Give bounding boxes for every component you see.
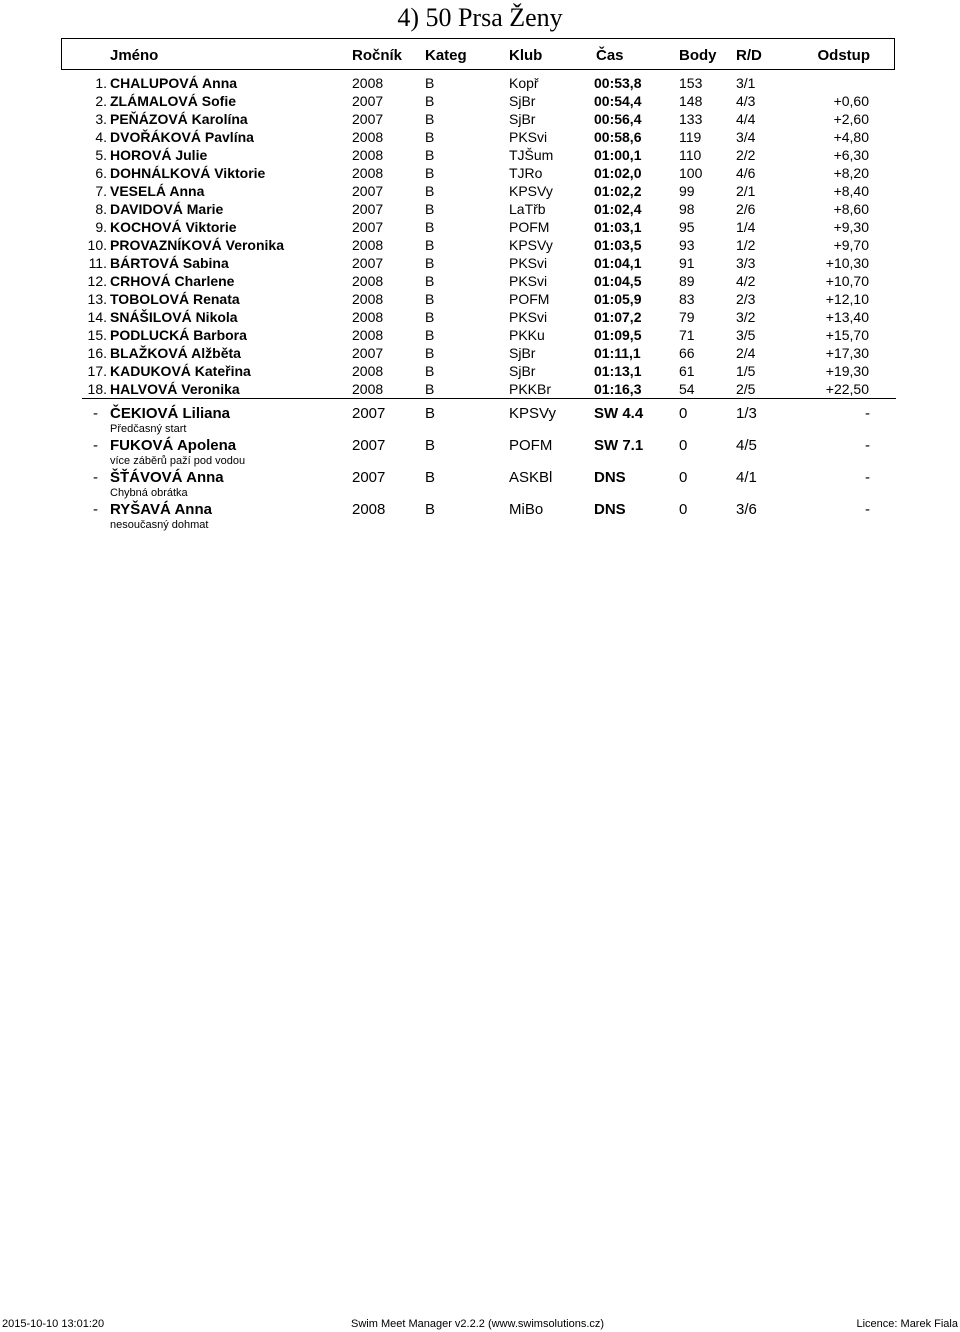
gap-cell: - [865,405,870,422]
rank-cell: 5. [95,147,107,163]
club-cell: KPSVy [509,183,553,199]
club-cell: PKKBr [509,381,552,397]
gap-cell: +6,30 [833,147,869,163]
name-cell: DAVIDOVÁ Marie [110,201,224,217]
year-cell: 2007 [352,437,386,454]
heat-lane-cell: 3/1 [736,75,756,91]
name-cell: PROVAZNÍKOVÁ Veronika [110,237,285,253]
name-cell: PEŇÁZOVÁ Karolína [110,111,248,127]
category-cell: B [425,345,435,361]
year-cell: 2008 [352,381,384,397]
name-cell: HALVOVÁ Veronika [110,381,240,397]
gap-cell: +8,60 [833,201,869,217]
club-cell: SjBr [509,93,536,109]
points-cell: 79 [679,309,695,325]
category-cell: B [425,381,435,397]
rank-cell: 9. [95,219,107,235]
heat-lane-cell: 4/6 [736,165,756,181]
year-cell: 2008 [352,309,384,325]
category-cell: B [425,363,435,379]
name-cell: CHALUPOVÁ Anna [110,75,238,91]
rank-cell: 6. [95,165,107,181]
disqualification-reason: nesoučasný dohmat [110,519,209,531]
rank-cell: 17. [87,363,107,379]
year-cell: 2007 [352,183,384,199]
footer-timestamp: 2015-10-10 13:01:20 [2,1318,105,1330]
points-cell: 119 [679,129,702,145]
time-cell: 01:00,1 [594,147,642,163]
year-cell: 2007 [352,111,384,127]
disqualified-row [0,500,960,520]
club-cell: KPSVy [509,405,556,422]
gap-cell: +0,60 [833,93,869,109]
name-cell: ČEKIOVÁ Liliana [110,405,231,422]
gap-cell: +10,70 [825,273,869,289]
heat-lane-cell: 4/5 [736,437,757,454]
year-cell: 2007 [352,201,384,217]
year-cell: 2008 [352,291,384,307]
footer-software: Swim Meet Manager v2.2.2 (www.swimsolutions.cz) [351,1318,605,1330]
header-time: Čas [596,47,624,64]
rank-cell: 1. [95,75,107,91]
category-cell: B [425,129,435,145]
time-cell: SW 4.4 [594,405,644,422]
table-row [0,344,960,362]
header-heat-lane: R/D [736,47,762,64]
table-row [0,254,960,272]
points-cell: 99 [679,183,695,199]
gap-cell: - [865,501,870,518]
heat-lane-cell: 2/5 [736,381,756,397]
year-cell: 2007 [352,219,384,235]
heat-lane-cell: 2/1 [736,183,756,199]
footer-licence: Licence: Marek Fiala [856,1318,958,1330]
points-cell: 93 [679,237,695,253]
heat-lane-cell: 2/2 [736,147,756,163]
heat-lane-cell: 4/4 [736,111,756,127]
points-cell: 0 [679,469,688,486]
time-cell: 01:07,2 [594,309,642,325]
rank-cell: 12. [87,273,107,289]
rank-cell: 13. [87,291,107,307]
club-cell: SjBr [509,363,536,379]
name-cell: BÁRTOVÁ Sabina [110,255,229,271]
points-cell: 110 [679,147,702,163]
table-row [0,362,960,380]
rank-cell: 7. [95,183,107,199]
category-cell: B [425,183,435,199]
time-cell: 01:13,1 [594,363,642,379]
table-row [0,380,960,398]
rank-cell: 14. [87,309,107,325]
club-cell: Kopř [509,75,539,91]
rank-cell: 3. [95,111,107,127]
time-cell: 00:58,6 [594,129,642,145]
time-cell: 00:56,4 [594,111,642,127]
disqualification-reason: více záběrů paží pod vodou [110,455,246,467]
gap-cell: +8,40 [833,183,869,199]
club-cell: PKSvi [509,273,548,289]
category-cell: B [425,501,436,518]
time-cell: 01:02,4 [594,201,642,217]
club-cell: PKSvi [509,255,548,271]
club-cell: SjBr [509,111,536,127]
time-cell: 01:11,1 [594,345,641,361]
heat-lane-cell: 1/3 [736,405,757,422]
category-cell: B [425,405,436,422]
header-club: Klub [509,47,543,64]
rank-cell: 8. [95,201,107,217]
time-cell: SW 7.1 [594,437,644,454]
header-name: Jméno [110,47,159,64]
year-cell: 2007 [352,255,384,271]
header-year: Ročník [352,47,403,64]
name-cell: FUKOVÁ Apolena [110,437,237,454]
time-cell: 01:09,5 [594,327,642,343]
club-cell: POFM [509,291,550,307]
club-cell: POFM [509,437,553,454]
category-cell: B [425,273,435,289]
table-row [0,308,960,326]
year-cell: 2007 [352,405,386,422]
name-cell: DVOŘÁKOVÁ Pavlína [110,129,254,145]
points-cell: 91 [679,255,695,271]
category-cell: B [425,93,435,109]
name-cell: SNÁŠILOVÁ Nikola [110,309,238,325]
rank-cell: - [93,501,98,518]
year-cell: 2008 [352,273,384,289]
heat-lane-cell: 3/4 [736,129,756,145]
header-gap: Odstup [817,47,870,64]
heat-lane-cell: 4/2 [736,273,756,289]
rank-cell: 10. [87,237,107,253]
year-cell: 2008 [352,75,384,91]
heat-lane-cell: 3/5 [736,327,756,343]
points-cell: 71 [679,327,695,343]
name-cell: VESELÁ Anna [110,183,205,199]
year-cell: 2008 [352,129,384,145]
table-header [61,38,895,70]
heat-lane-cell: 3/2 [736,309,756,325]
gap-cell: +15,70 [825,327,869,343]
year-cell: 2008 [352,327,384,343]
category-cell: B [425,111,435,127]
category-cell: B [425,469,436,486]
club-cell: LaTřb [509,201,546,217]
time-cell: 01:04,1 [594,255,642,271]
gap-cell: +4,80 [833,129,869,145]
points-cell: 0 [679,405,688,422]
time-cell: 01:16,3 [594,381,642,397]
club-cell: POFM [509,219,550,235]
heat-lane-cell: 4/1 [736,469,757,486]
name-cell: KOCHOVÁ Viktorie [110,219,237,235]
disqualification-reason: Předčasný start [110,423,187,435]
name-cell: KADUKOVÁ Kateřina [110,363,251,379]
points-cell: 0 [679,501,688,518]
points-cell: 54 [679,381,695,397]
club-cell: SjBr [509,345,536,361]
rank-cell: 18. [87,381,107,397]
category-cell: B [425,309,435,325]
category-cell: B [425,147,435,163]
rank-cell: 16. [87,345,107,361]
club-cell: PKKu [509,327,545,343]
time-cell: DNS [594,501,626,518]
rank-cell: - [93,437,98,454]
club-cell: TJRo [509,165,543,181]
disqualified-row [0,468,960,488]
table-row [0,128,960,146]
points-cell: 148 [679,93,703,109]
header-points: Body [679,47,717,64]
heat-lane-cell: 1/4 [736,219,756,235]
table-row [0,272,960,290]
gap-cell: +13,40 [825,309,869,325]
points-cell: 133 [679,111,703,127]
year-cell: 2007 [352,345,384,361]
points-cell: 83 [679,291,695,307]
table-row [0,326,960,344]
rank-cell: - [93,469,98,486]
club-cell: PKSvi [509,129,548,145]
category-cell: B [425,437,436,454]
disqualification-reason: Chybná obrátka [110,487,188,499]
name-cell: RYŠAVÁ Anna [110,501,212,518]
table-row [0,290,960,308]
category-cell: B [425,165,435,181]
table-row [0,218,960,236]
table-row [0,236,960,254]
year-cell: 2008 [352,165,384,181]
heat-lane-cell: 3/6 [736,501,757,518]
year-cell: 2008 [352,501,386,518]
gap-cell: +17,30 [825,345,869,361]
table-row [0,74,960,92]
gap-cell: +9,30 [833,219,869,235]
gap-cell: +9,70 [833,237,869,253]
time-cell: 00:53,8 [594,75,642,91]
name-cell: CRHOVÁ Charlene [110,273,235,289]
gap-cell: +19,30 [825,363,869,379]
name-cell: DOHNÁLKOVÁ Viktorie [110,165,266,181]
points-cell: 100 [679,165,703,181]
rank-cell: 11. [88,255,107,271]
results-divider [82,398,896,399]
year-cell: 2008 [352,147,384,163]
time-cell: 01:02,0 [594,165,642,181]
name-cell: TOBOLOVÁ Renata [110,291,240,307]
gap-cell: - [865,437,870,454]
points-cell: 0 [679,437,688,454]
category-cell: B [425,255,435,271]
club-cell: TJŠum [509,147,554,163]
club-cell: MiBo [509,501,544,518]
category-cell: B [425,327,435,343]
year-cell: 2008 [352,363,384,379]
heat-lane-cell: 1/5 [736,363,756,379]
name-cell: PODLUCKÁ Barbora [110,327,247,343]
gap-cell: +2,60 [833,111,869,127]
category-cell: B [425,291,435,307]
gap-cell: +12,10 [825,291,869,307]
table-row [0,164,960,182]
points-cell: 66 [679,345,695,361]
disqualified-row [0,436,960,456]
rank-cell: 2. [95,93,107,109]
gap-cell: +22,50 [825,381,869,397]
club-cell: ASKBl [509,469,553,486]
disqualified-row [0,404,960,424]
category-cell: B [425,219,435,235]
rank-cell: - [93,405,98,422]
year-cell: 2008 [352,237,384,253]
table-row [0,110,960,128]
header-category: Kateg [425,47,467,64]
heat-lane-cell: 1/2 [736,237,756,253]
gap-cell: +10,30 [825,255,869,271]
category-cell: B [425,201,435,217]
table-row [0,92,960,110]
year-cell: 2007 [352,93,384,109]
time-cell: 01:02,2 [594,183,642,199]
time-cell: DNS [594,469,626,486]
heat-lane-cell: 3/3 [736,255,756,271]
rank-cell: 15. [87,327,107,343]
points-cell: 61 [679,363,695,379]
name-cell: BLAŽKOVÁ Alžběta [110,345,241,361]
time-cell: 01:05,9 [594,291,642,307]
table-row [0,182,960,200]
category-cell: B [425,75,435,91]
name-cell: ZLÁMALOVÁ Sofie [110,93,236,109]
club-cell: PKSvi [509,309,548,325]
points-cell: 153 [679,75,703,91]
heat-lane-cell: 2/3 [736,291,756,307]
club-cell: KPSVy [509,237,553,253]
name-cell: HOROVÁ Julie [110,147,208,163]
points-cell: 95 [679,219,695,235]
time-cell: 00:54,4 [594,93,642,109]
category-cell: B [425,237,435,253]
gap-cell: +8,20 [833,165,869,181]
time-cell: 01:03,5 [594,237,642,253]
heat-lane-cell: 4/3 [736,93,756,109]
rank-cell: 4. [95,129,107,145]
page-title: 4) 50 Prsa Ženy [397,3,563,32]
table-row [0,146,960,164]
heat-lane-cell: 2/6 [736,201,756,217]
gap-cell: - [865,469,870,486]
year-cell: 2007 [352,469,386,486]
table-row [0,200,960,218]
name-cell: ŠŤÁVOVÁ Anna [110,469,224,486]
points-cell: 98 [679,201,695,217]
points-cell: 89 [679,273,695,289]
time-cell: 01:04,5 [594,273,642,289]
time-cell: 01:03,1 [594,219,642,235]
heat-lane-cell: 2/4 [736,345,756,361]
